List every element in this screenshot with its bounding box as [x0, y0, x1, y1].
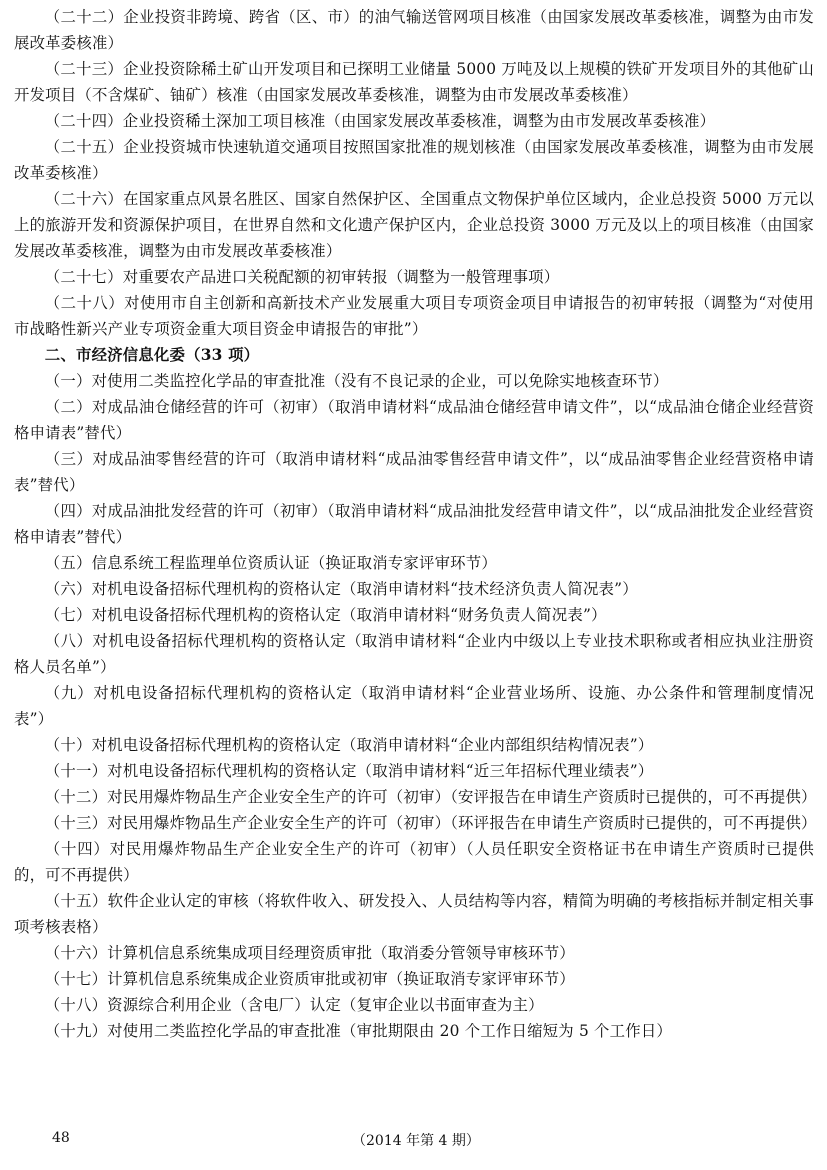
list-item: （十四）对民用爆炸物品生产企业安全生产的许可（初审）（人员任职安全资格证书在申请生产资质时已提供的，可不再提供） [14, 840, 814, 884]
list-item: （五）信息系统工程监理单位资质认证（换证取消专家评审环节） [44, 554, 497, 572]
document-body [14, 4, 817, 1044]
list-item: （四）对成品油批发经营的许可（初审）（取消申请材料“成品油批发经营申请文件”，以“成品油批发企业经营资格申请表”替代） [14, 502, 814, 546]
list-item: （二十四）企业投资稀土深加工项目核准（由国家发展改革委核准，调整为由市发展改革委核准） [44, 112, 716, 130]
list-item: （七）对机电设备招标代理机构的资格认定（取消申请材料“财务负责人简况表”） [44, 606, 607, 624]
list-item: （一）对使用二类监控化学品的审查批准（没有不良记录的企业，可以免除实地核查环节） [44, 372, 669, 390]
list-item: （十二）对民用爆炸物品生产企业安全生产的许可（初审）（安评报告在申请生产资质时已提供的，可不再提供） [44, 788, 817, 806]
list-item: （二）对成品油仓储经营的许可（初审）（取消申请材料“成品油仓储经营申请文件”，以“成品油仓储企业经营资格申请表”替代） [14, 398, 814, 442]
page-number: 48 [52, 1130, 70, 1146]
list-item: （二十二）企业投资非跨境、跨省（区、市）的油气输送管网项目核准（由国家发展改革委核准，调整为由市发展改革委核准） [14, 8, 814, 52]
list-item: （十五）软件企业认定的审核（将软件收入、研发投入、人员结构等内容，精简为明确的考核指标并制定相关事项考核表格） [14, 892, 814, 936]
list-item: （十）对机电设备招标代理机构的资格认定（取消申请材料“企业内部组织结构情况表”） [44, 736, 654, 754]
list-item: （二十七）对重要农产品进口关税配额的初审转报（调整为一般管理事项） [44, 268, 560, 286]
list-item: （三）对成品油零售经营的许可（取消申请材料“成品油零售经营申请文件”，以“成品油零售企业经营资格申请表”替代） [14, 450, 814, 494]
page-footer [0, 1130, 827, 1154]
list-item: （十九）对使用二类监控化学品的审查批准（审批期限由 20 个工作日缩短为 5 个工作日） [44, 1022, 672, 1040]
list-item: （十七）计算机信息系统集成企业资质审批或初审（换证取消专家评审环节） [44, 970, 575, 988]
list-item: （六）对机电设备招标代理机构的资格认定（取消申请材料“技术经济负责人简况表”） [44, 580, 638, 598]
list-item: （十八）资源综合利用企业（含电厂）认定（复审企业以书面审查为主） [44, 996, 544, 1014]
list-item: （二十八）对使用市自主创新和高新技术产业发展重大项目专项资金项目申请报告的初审转报（调整为“对使用市战略性新兴产业专项资金重大项目资金申请报告的审批”） [14, 294, 814, 338]
list-item: （二十六）在国家重点风景名胜区、国家自然保护区、全国重点文物保护单位区域内，企业总投资 5000 万元以上的旅游开发和资源保护项目，在世界自然和文化遗产保护区内，企业总投资 3000 万元及以上的项目核准（由国家发展改革委核准，调整为由市发展改革委核准） [14, 190, 814, 260]
list-item: （十一）对机电设备招标代理机构的资格认定（取消申请材料“近三年招标代理业绩表”） [44, 762, 654, 780]
section-heading: 二、市经济信息化委（33 项） [44, 346, 260, 364]
list-item: （八）对机电设备招标代理机构的资格认定（取消申请材料“企业内中级以上专业技术职称或者相应执业注册资格人员名单”） [14, 632, 814, 676]
list-item: （九）对机电设备招标代理机构的资格认定（取消申请材料“企业营业场所、设施、办公条件和管理制度情况表”） [14, 684, 814, 728]
list-item: （二十五）企业投资城市快速轨道交通项目按照国家批准的规划核准（由国家发展改革委核准，调整为由市发展改革委核准） [14, 138, 814, 182]
issue-label: （2014 年第 4 期） [352, 1133, 480, 1149]
list-item: （十三）对民用爆炸物品生产企业安全生产的许可（初审）（环评报告在申请生产资质时已提供的，可不再提供） [44, 814, 817, 832]
list-item: （十六）计算机信息系统集成项目经理资质审批（取消委分管领导审核环节） [44, 944, 575, 962]
list-item: （二十三）企业投资除稀土矿山开发项目和已探明工业储量 5000 万吨及以上规模的铁矿开发项目外的其他矿山开发项目（不含煤矿、铀矿）核准（由国家发展改革委核准，调整为由市发展改革委核准） [14, 60, 814, 104]
